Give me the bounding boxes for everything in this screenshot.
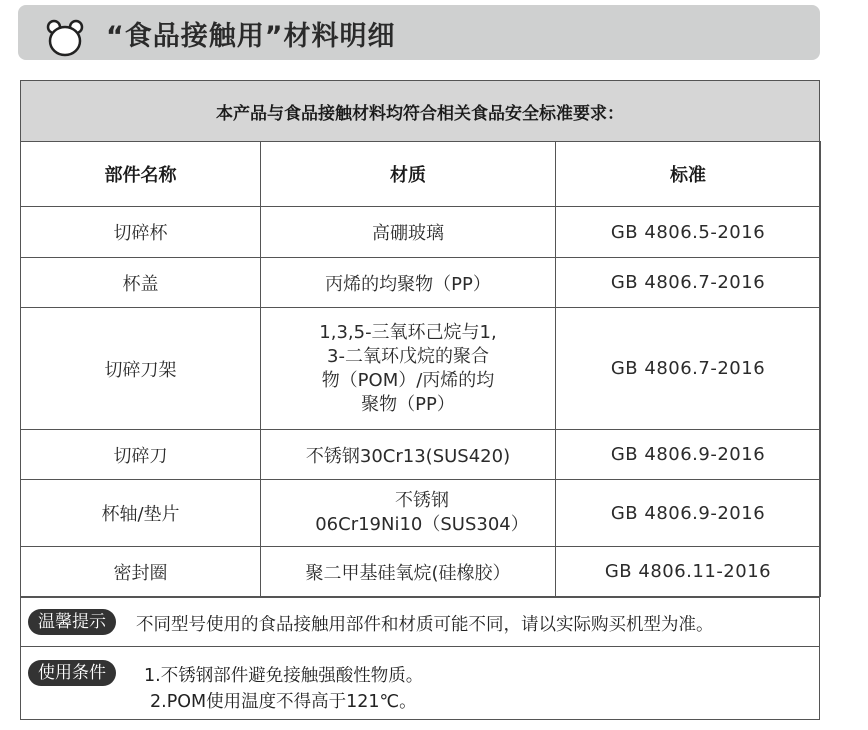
standard: GB 4806.7-2016 bbox=[556, 308, 821, 430]
part-name: 切碎刀 bbox=[21, 430, 261, 480]
page-title: “食品接触用”材料明细 bbox=[106, 21, 396, 52]
part-name: 切碎刀架 bbox=[21, 308, 261, 430]
material: 丙烯的均聚物（PP） bbox=[261, 258, 556, 308]
material-line: 06Cr19Ni10（SUS304） bbox=[315, 514, 529, 535]
part-name: 杯轴/垫片 bbox=[21, 480, 261, 547]
table-row bbox=[21, 430, 821, 480]
title-bar bbox=[18, 5, 820, 60]
material bbox=[261, 308, 556, 430]
tip-badge: 温馨提示 bbox=[28, 609, 116, 635]
material bbox=[261, 480, 556, 547]
header-material: 材质 bbox=[261, 142, 556, 207]
material: 聚二甲基硅氧烷(硅橡胶） bbox=[261, 547, 556, 597]
usage-badge: 使用条件 bbox=[28, 660, 116, 686]
material-line: 3-二氧环戊烷的聚合 bbox=[327, 345, 489, 367]
header-part: 部件名称 bbox=[21, 142, 261, 207]
table-row bbox=[21, 207, 821, 258]
compliance-banner: 本产品与食品接触材料均符合相关食品安全标准要求： bbox=[20, 80, 820, 142]
usage-note bbox=[20, 646, 820, 720]
part-name: 切碎杯 bbox=[21, 207, 261, 258]
materials-table bbox=[20, 141, 821, 597]
bear-face-icon bbox=[46, 19, 84, 57]
standard: GB 4806.7-2016 bbox=[556, 258, 821, 308]
table-row bbox=[21, 258, 821, 308]
material-line: 物（POM）/丙烯的均 bbox=[321, 369, 495, 391]
table-header-row bbox=[21, 142, 821, 207]
part-name: 密封圈 bbox=[21, 547, 261, 597]
standard: GB 4806.9-2016 bbox=[556, 430, 821, 480]
material-line: 1,3,5-三氧环己烷与1, bbox=[319, 321, 497, 343]
header-standard: 标准 bbox=[556, 142, 821, 207]
material: 不锈钢30Cr13(SUS420) bbox=[261, 430, 556, 480]
table-row bbox=[21, 308, 821, 430]
part-name: 杯盖 bbox=[21, 258, 261, 308]
standard: GB 4806.11-2016 bbox=[556, 547, 821, 597]
usage-line-1: 1.不锈钢部件避免接触强酸性物质。 bbox=[144, 666, 424, 686]
table-row bbox=[21, 547, 821, 597]
standard: GB 4806.9-2016 bbox=[556, 480, 821, 547]
material: 高硼玻璃 bbox=[261, 207, 556, 258]
tip-text: 不同型号使用的食品接触用部件和材质可能不同，请以实际购买机型为准。 bbox=[136, 615, 714, 635]
usage-line-2: 2.POM使用温度不得高于121℃。 bbox=[150, 692, 417, 712]
standard: GB 4806.5-2016 bbox=[556, 207, 821, 258]
tip-note bbox=[20, 597, 820, 647]
material-line: 聚物（PP） bbox=[361, 393, 455, 415]
material-line: 不锈钢 bbox=[395, 490, 449, 511]
table-row bbox=[21, 480, 821, 547]
